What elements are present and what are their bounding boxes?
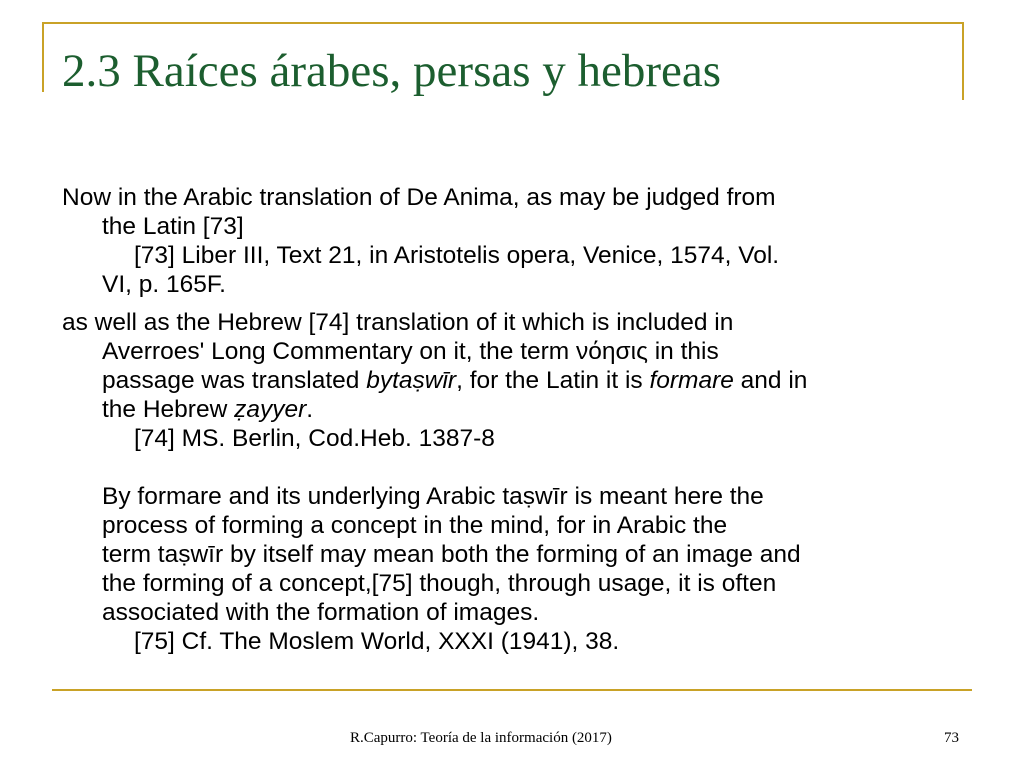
text-line: the forming of a concept,[75] though, through usage, it is often xyxy=(102,570,777,597)
text-line: Now in the Arabic translation of De Anima, as may be judged from xyxy=(62,184,776,211)
text-line: Averroes' Long Commentary on it, the term νόησις in this xyxy=(102,338,719,365)
text-run: , for the Latin it is xyxy=(456,367,650,394)
page-number: 73 xyxy=(944,730,959,746)
italic-term: ẓayyer xyxy=(234,396,307,423)
text-line: term taṣwīr by itself may mean both the forming of an image and xyxy=(102,541,801,568)
slide-body xyxy=(62,183,962,665)
text-line: associated with the formation of images. xyxy=(102,599,540,626)
text-run: the Hebrew xyxy=(102,396,235,423)
decorative-vertical-rule xyxy=(42,22,44,92)
blank-line xyxy=(62,453,962,482)
text-run: . xyxy=(306,396,314,423)
italic-term: formare xyxy=(649,367,734,394)
text-run: passage was translated xyxy=(102,367,367,394)
paragraph-1 xyxy=(62,183,962,299)
text-line xyxy=(62,395,962,424)
decorative-right-rule xyxy=(962,22,964,100)
text-line: as well as the Hebrew [74] translation of it which is included in xyxy=(62,309,734,336)
paragraph-2 xyxy=(62,308,962,656)
slide-title: 2.3 Raíces árabes, persas y hebreas xyxy=(62,45,722,97)
decorative-top-rule xyxy=(42,22,964,24)
footer-rule xyxy=(52,689,972,691)
text-line xyxy=(62,366,962,395)
italic-term: bytaṣwīr xyxy=(366,367,457,394)
text-line: the Latin [73] xyxy=(102,213,244,240)
text-run: and in xyxy=(733,367,808,394)
text-line: VI, p. 165F. xyxy=(102,271,226,298)
text-line: process of forming a concept in the mind, for in Arabic the xyxy=(102,512,728,539)
footnote-74: [74] MS. Berlin, Cod.Heb. 1387-8 xyxy=(134,425,495,452)
footnote-73: [73] Liber III, Text 21, in Aristotelis opera, Venice, 1574, Vol. xyxy=(134,242,780,269)
text-line: By formare and its underlying Arabic taṣwīr is meant here the xyxy=(102,483,764,510)
footer-credit: R.Capurro: Teoría de la información (2017) xyxy=(350,730,612,746)
footnote-75: [75] Cf. The Moslem World, XXXI (1941), 38. xyxy=(134,628,620,655)
